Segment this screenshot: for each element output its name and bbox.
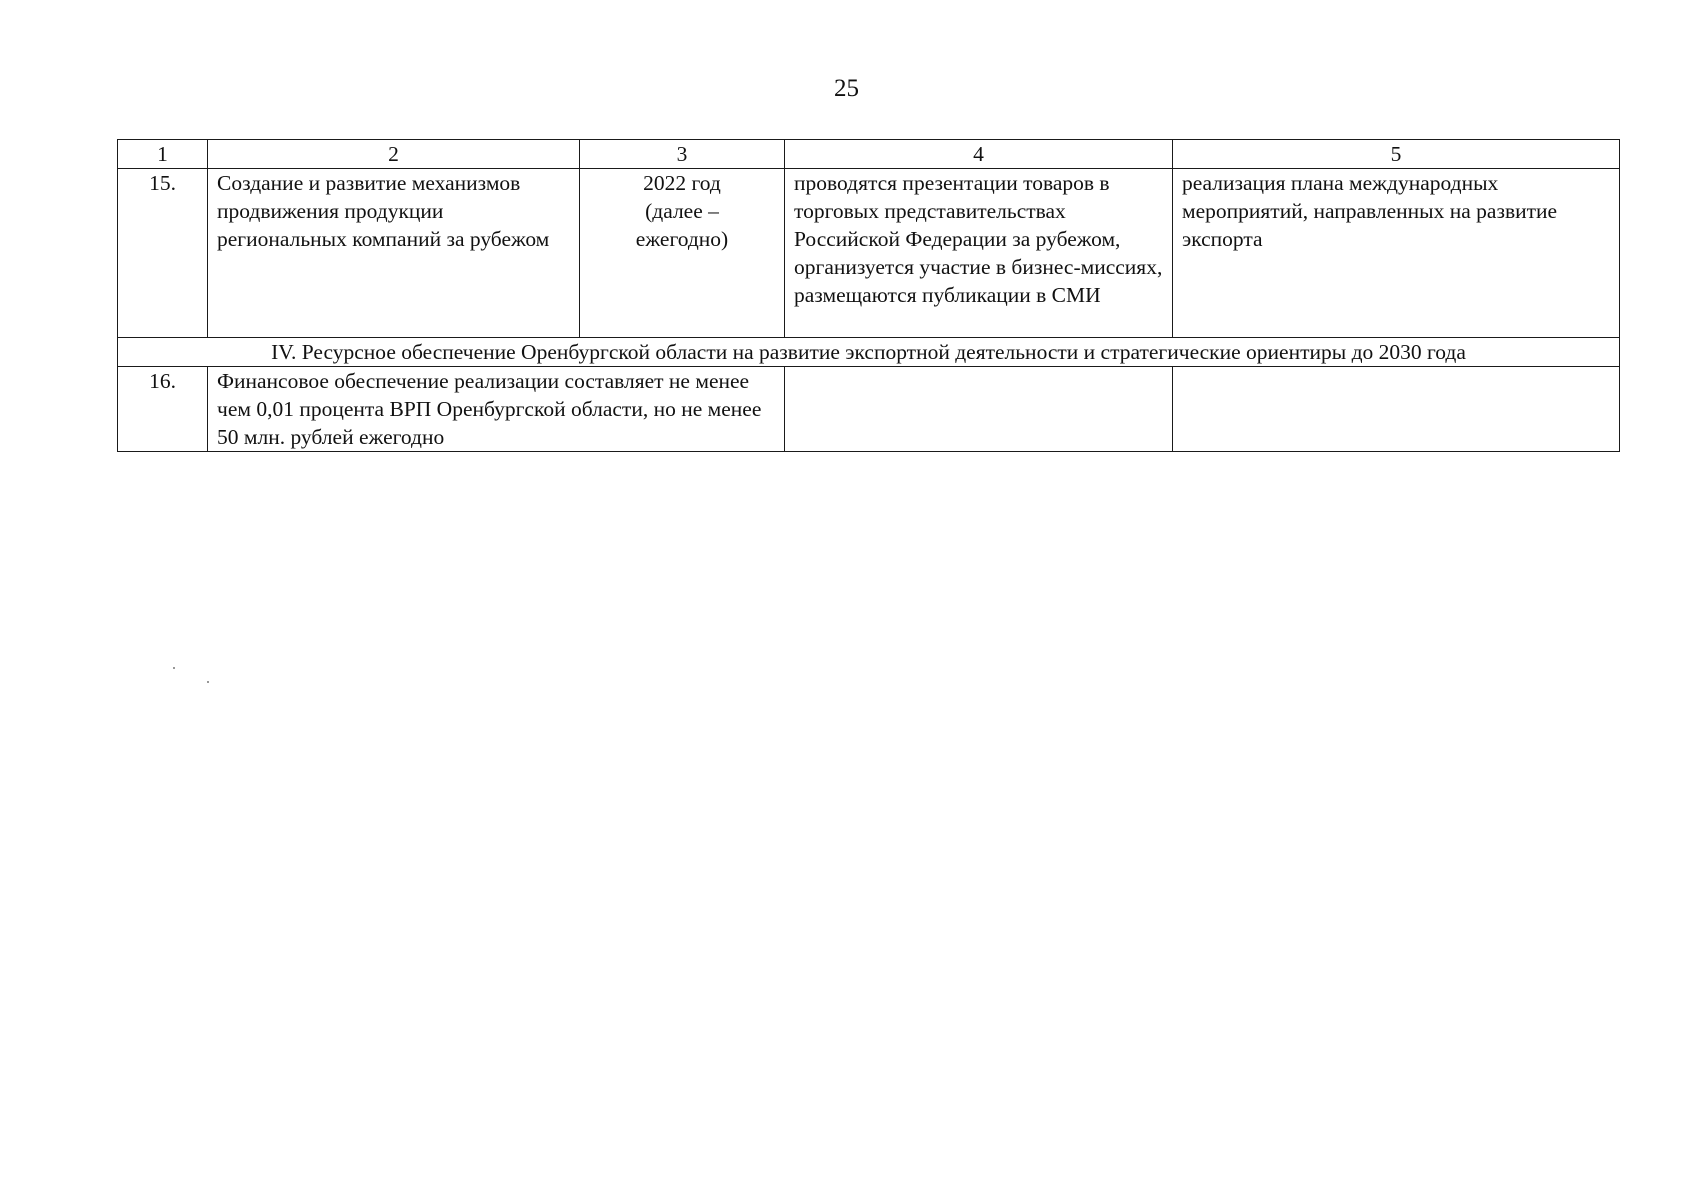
measures-table [117, 139, 1620, 452]
column-number: 5 [1173, 140, 1620, 169]
measure-name: Создание и развитие механизмов продвижения продукции региональных компаний за рубежом [208, 169, 580, 338]
section-heading-row [118, 338, 1620, 367]
deadline-line: 2022 год [643, 171, 721, 195]
section-heading: IV. Ресурсное обеспечение Оренбургской области на развитие экспортной деятельности и стратегические ориентиры до 2030 года [118, 338, 1620, 367]
column-number: 2 [208, 140, 580, 169]
table-row [118, 169, 1620, 338]
row-number: 16. [118, 367, 208, 452]
measure-result: реализация плана международных мероприятий, направленных на развитие экспорта [1173, 169, 1620, 338]
deadline-line: ежегодно) [635, 227, 729, 251]
financing-text: Финансовое обеспечение реализации составляет не менее чем 0,01 процента ВРП Оренбургской области, но не менее 50 млн. рублей ежегодно [208, 367, 785, 452]
empty-cell [1173, 367, 1620, 452]
column-number-row [118, 140, 1620, 169]
page-number: 25 [834, 75, 859, 102]
deadline-cell [580, 169, 785, 338]
deadline-line: (далее – [645, 199, 719, 223]
scan-speck [207, 681, 209, 683]
row-number: 15. [118, 169, 208, 338]
empty-cell [785, 367, 1173, 452]
measure-description: проводятся презентации товаров в торговых представительствах Российской Федерации за рубежом, организуется участие в бизнес-миссиях, размещаются публикации в СМИ [785, 169, 1173, 338]
scan-speck [173, 667, 175, 669]
column-number: 4 [785, 140, 1173, 169]
table-row [118, 367, 1620, 452]
column-number: 1 [118, 140, 208, 169]
column-number: 3 [580, 140, 785, 169]
